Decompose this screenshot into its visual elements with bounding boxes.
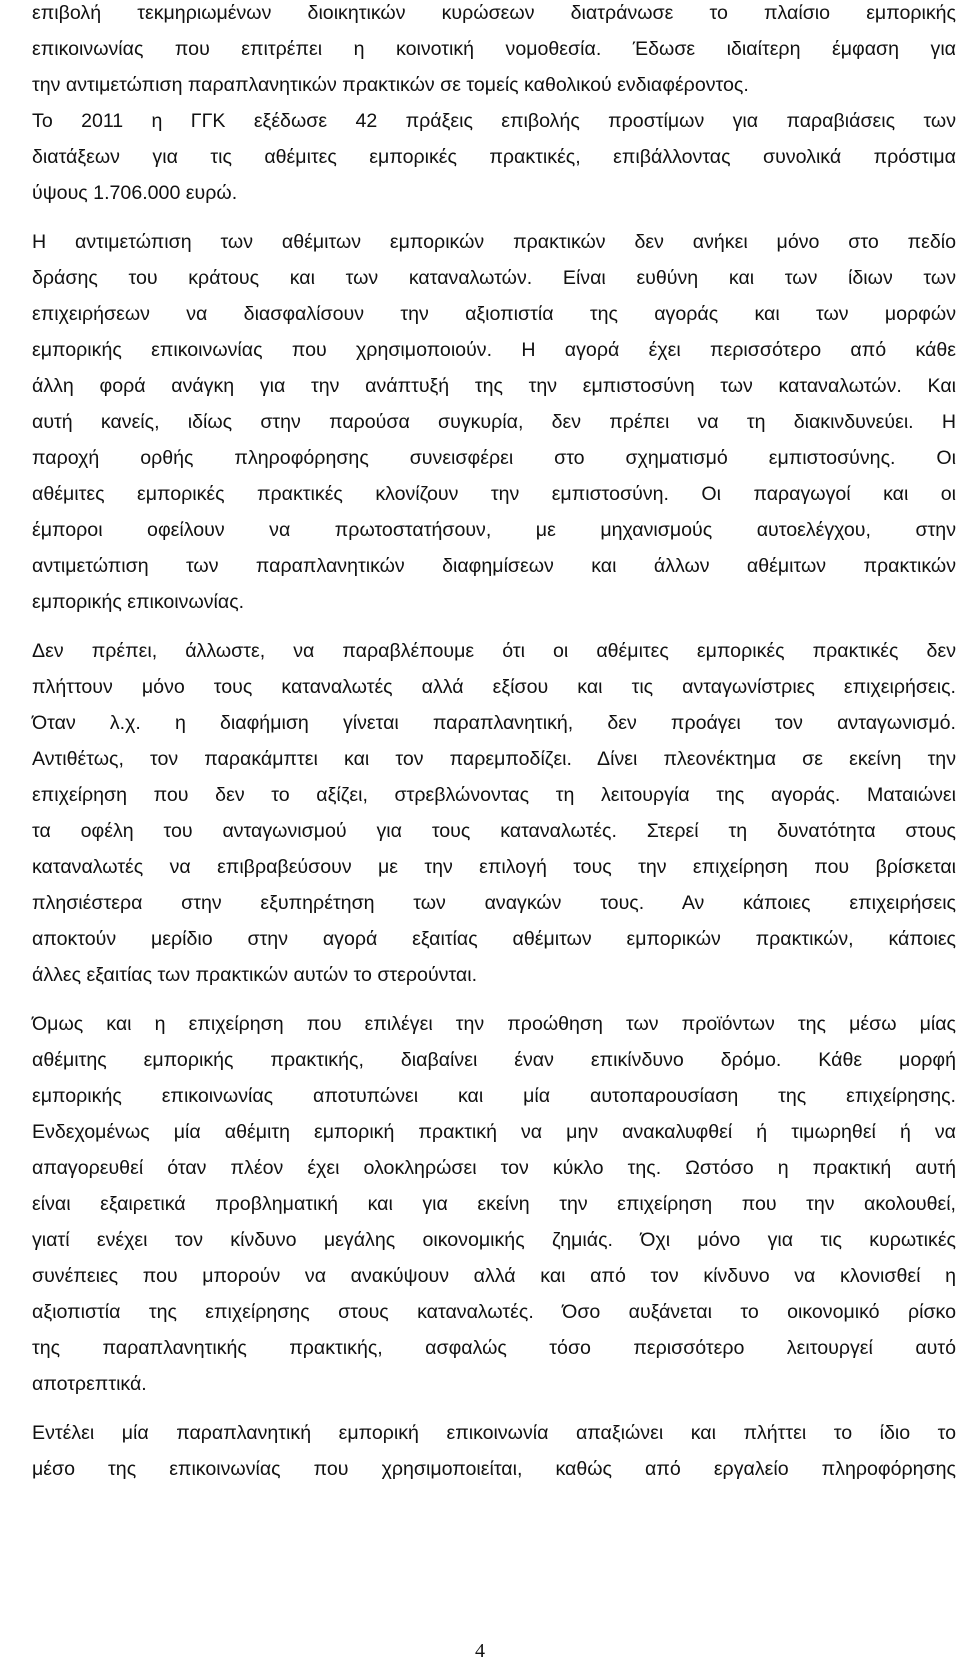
text-line: της παραπλανητικής πρακτικής, ασφαλώς τόσο περισσότερο λειτουργεί αυτό: [32, 1336, 956, 1359]
text-line: αποκτούν μερίδιο στην αγορά εξαιτίας αθέμιτων εμπορικών πρακτικών, κάποιες: [32, 927, 956, 950]
text-line: έμποροι οφείλουν να πρωτοστατήσουν, με μηχανισμούς αυτοελέγχου, στην: [32, 518, 956, 541]
text-line: αθέμιτης εμπορικής πρακτικής, διαβαίνει έναν επικίνδυνο δρόμο. Κάθε μορφή: [32, 1049, 956, 1072]
text-line: Το 2011 η ΓΓΚ εξέδωσε 42 πράξεις επιβολής προστίμων για παραβιάσεις των: [32, 109, 956, 132]
text-line: πλήττουν μόνο τους καταναλωτές αλλά εξίσου και τις ανταγωνίστριες επιχειρήσεις.: [32, 676, 956, 699]
text-line: επιχειρήσεων να διασφαλίσουν την αξιοπιστία της αγοράς και των μορφών: [32, 303, 956, 326]
text-line: αντιμετώπιση των παραπλανητικών διαφημίσεων και άλλων αθέμιτων πρακτικών: [32, 554, 956, 577]
text-line: καταναλωτές να επιβραβεύσουν με την επιλογή τους την επιχείρηση που βρίσκεται: [32, 855, 956, 878]
text-line: την αντιμετώπιση παραπλανητικών πρακτικών σε τομείς καθολικού ενδιαφέροντος.: [32, 73, 749, 96]
text-line: Η αντιμετώπιση των αθέμιτων εμπορικών πρακτικών δεν ανήκει μόνο στο πεδίο: [32, 231, 956, 254]
text-line: μέσο της επικοινωνίας που χρησιμοποιείται, καθώς από εργαλείο πληροφόρησης: [32, 1458, 956, 1481]
text-line: Όταν λ.χ. η διαφήμιση γίνεται παραπλανητική, δεν προάγει τον ανταγωνισμό.: [32, 712, 956, 735]
text-line: Όμως και η επιχείρηση που επιλέγει την προώθηση των προϊόντων της μέσω μίας: [32, 1013, 956, 1036]
text-line: εμπορικής επικοινωνίας που χρησιμοποιούν. Η αγορά έχει περισσότερο από κάθε: [32, 339, 956, 362]
text-line: αυτή κανείς, ιδίως στην παρούσα συγκυρία, δεν πρέπει να τη διακινδυνεύει. Η: [32, 410, 956, 433]
text-line: ύψους 1.706.000 ευρώ.: [32, 181, 238, 204]
page-number: 4: [475, 1640, 485, 1662]
text-line: συνέπειες που μπορούν να ανακύψουν αλλά και από τον κίνδυνο να κλονισθεί η: [32, 1264, 956, 1287]
paragraph-1: [32, 0, 956, 211]
text-line: παροχή ορθής πληροφόρησης συνεισφέρει στο σχηματισμό εμπιστοσύνης. Οι: [32, 446, 956, 469]
text-line: απαγορευθεί όταν πλέον έχει ολοκληρώσει τον κύκλο της. Ωστόσο η πρακτική αυτή: [32, 1157, 956, 1180]
text-line: Ενδεχομένως μία αθέμιτη εμπορική πρακτική να μην ανακαλυφθεί ή τιμωρηθεί ή να: [32, 1121, 956, 1144]
document-page: [32, 0, 956, 1678]
text-line: αποτρεπτικά.: [32, 1372, 147, 1395]
text-line: επιχείρηση που δεν το αξίζει, στρεβλώνοντας τη λειτουργία της αγοράς. Ματαιώνει: [32, 784, 956, 807]
paragraph-4: [32, 1007, 956, 1402]
text-line: γιατί ενέχει τον κίνδυνο μεγάλης οικονομικής ζημιάς. Όχι μόνο για τις κυρωτικές: [32, 1228, 956, 1251]
text-line: Εντέλει μία παραπλανητική εμπορική επικοινωνία απαξιώνει και πλήττει το ίδιο το: [32, 1422, 956, 1445]
text-line: αθέμιτες εμπορικές πρακτικές κλονίζουν την εμπιστοσύνη. Οι παραγωγοί και οι: [32, 482, 956, 505]
text-line: Αντιθέτως, τον παρακάμπτει και τον παρεμποδίζει. Δίνει πλεονέκτημα σε εκείνη την: [32, 748, 956, 771]
text-line: εμπορικής επικοινωνίας αποτυπώνει και μία αυτοπαρουσίαση της επιχείρησης.: [32, 1085, 956, 1108]
text-line: επικοινωνίας που επιτρέπει η κοινοτική νομοθεσία. Έδωσε ιδιαίτερη έμφαση για: [32, 37, 956, 60]
text-line: Δεν πρέπει, άλλωστε, να παραβλέπουμε ότι οι αθέμιτες εμπορικές πρακτικές δεν: [32, 640, 956, 663]
text-line: άλλη φορά ανάγκη για την ανάπτυξή της την εμπιστοσύνη των καταναλωτών. Και: [32, 375, 956, 398]
text-line: διατάξεων για τις αθέμιτες εμπορικές πρακτικές, επιβάλλοντας συνολικά πρόστιμα: [32, 145, 956, 168]
text-line: άλλες εξαιτίας των πρακτικών αυτών το στερούνται.: [32, 963, 478, 986]
paragraph-2: [32, 225, 956, 620]
text-line: τα οφέλη του ανταγωνισμού για τους καταναλωτές. Στερεί τη δυνατότητα στους: [32, 819, 956, 842]
text-line: επιβολή τεκμηριωμένων διοικητικών κυρώσεων διατράνωσε το πλαίσιο εμπορικής: [32, 2, 956, 24]
text-line: είναι εξαιρετικά προβληματική και για εκείνη την επιχείρηση που την ακολουθεί,: [32, 1193, 956, 1215]
text-line: αξιοπιστία της επιχείρησης στους καταναλωτές. Όσο αυξάνεται το οικονομικό ρίσκο: [32, 1300, 956, 1323]
text-line: δράσης του κράτους και των καταναλωτών. Είναι ευθύνη και των ίδιων των: [32, 267, 956, 290]
paragraph-3: [32, 634, 956, 993]
text-line: πλησιέστερα στην εξυπηρέτηση των αναγκών τους. Αν κάποιες επιχειρήσεις: [32, 891, 956, 914]
paragraph-5: [32, 1416, 956, 1488]
text-line: εμπορικής επικοινωνίας.: [32, 590, 245, 613]
